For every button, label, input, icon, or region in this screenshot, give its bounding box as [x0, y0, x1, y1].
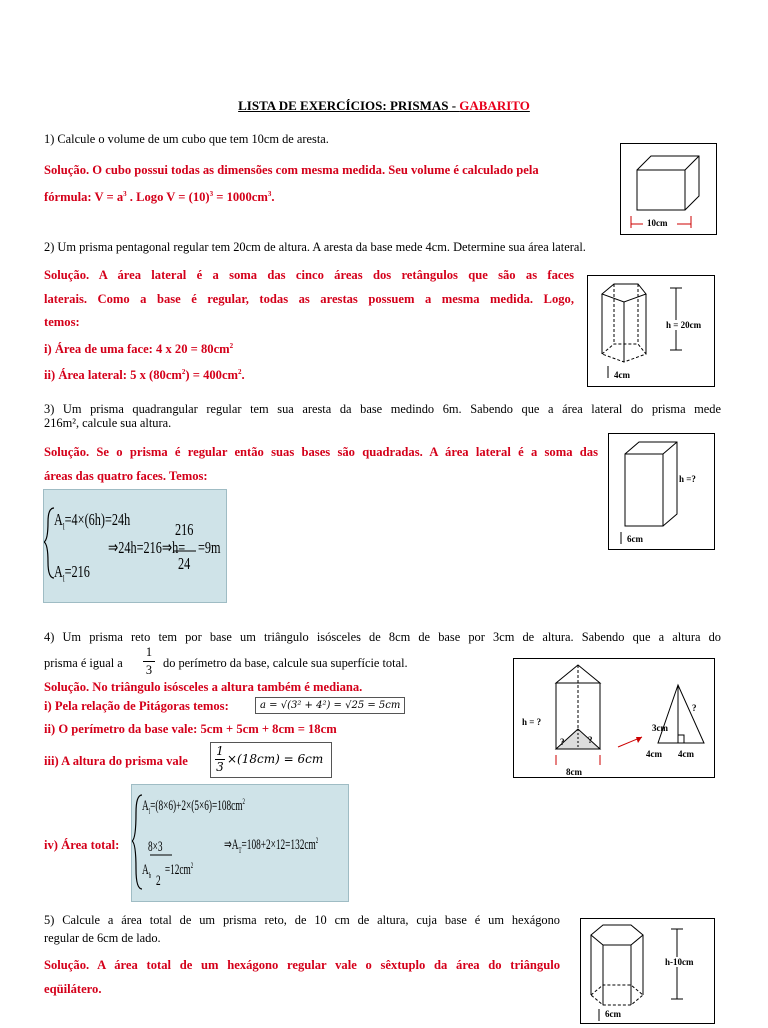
solution-2-step-1: i) Área de uma face: 4 x $20 = 80cm^2$	[44, 341, 234, 356]
formula-4-line-2: $A_b =12cm^2$	[142, 861, 194, 880]
formula-4-numerator: 8×3	[148, 839, 163, 855]
square-prism-figure	[608, 433, 715, 550]
solution-4-step-1: i) Pela relação de Pitágoras temos:	[44, 699, 229, 713]
solution-4-line-1: Solução. No triângulo isósceles a altura também é mediana.	[44, 680, 363, 694]
title-main: LISTA DE EXERCÍCIOS: PRISMAS -	[238, 98, 460, 113]
hexagonal-height-label: h-10cm	[665, 957, 694, 967]
formula-3-denominator: 24	[178, 554, 191, 573]
square-prism-base-label: 6cm	[627, 534, 643, 544]
prism-height-formula: 1 3 ×(18cm) = 6cm	[210, 742, 332, 778]
formula-4-result: $\Rightarrow A_T=108+2\times 12=132cm^2$	[224, 836, 319, 855]
square-prism-drawing	[609, 434, 714, 549]
question-3-line-2: 216m², calcule sua altura.	[44, 416, 172, 430]
cube-edge-label: 10cm	[647, 218, 668, 228]
formula-3-line-1: $A_l=4\times(6h)=24h$	[54, 510, 131, 532]
solution-1-line-2: fórmula: $V = a^3$ . Logo $V = (10)^3 = 1000cm^3$.	[44, 189, 275, 204]
formula-4-denominator: 2	[156, 873, 161, 889]
question-5-line-2: regular de 6cm de lado.	[44, 931, 161, 945]
solution-3-line-1: Solução. Se o prisma é regular então suas bases são quadradas. A área lateral é a soma das	[44, 445, 598, 459]
formula-box-4	[131, 784, 349, 902]
solution-2-step-2: ii) Área lateral: 5 x $(80cm^2) = 400cm^2$.	[44, 368, 245, 383]
question-4-line-2a: prisma é igual a	[44, 656, 123, 670]
solution-3	[44, 441, 598, 488]
triangle-unknown-3: ?	[692, 703, 697, 713]
formula-3-line-2: $A_l=216$	[54, 562, 90, 584]
cube-figure	[620, 143, 717, 235]
question-4-line-1: 4) Um prisma reto tem por base um triângulo isósceles de 8cm de base por 3cm de altura. Sabendo que a altura do	[44, 630, 721, 644]
question-2: 2) Um prisma pentagonal regular tem 20cm de altura. A aresta da base mede 4cm. Determine sua área lateral.	[44, 240, 586, 254]
solution-2-line-3: temos:	[44, 315, 80, 329]
cube-drawing	[621, 144, 716, 234]
solution-5-line-1: Solução. A área total de um hexágono regular vale o sêxtuplo da área do triângulo	[44, 958, 560, 972]
question-4-fraction: 1 3	[143, 644, 155, 679]
formula-box-3	[43, 489, 227, 603]
pentagonal-prism-drawing	[588, 276, 714, 386]
solution-1	[44, 159, 619, 209]
triangular-prism-drawing	[514, 659, 714, 777]
triangular-prism-height-label: h = ?	[522, 717, 542, 727]
hexagonal-prism-figure	[580, 918, 715, 1024]
hexagonal-prism-drawing	[581, 919, 714, 1023]
solution-2	[44, 264, 574, 388]
triangle-unknown-2: ?	[588, 735, 593, 745]
solution-4-step-3: iii) A altura do prisma vale	[44, 754, 188, 768]
question-4-line-2b: do perímetro da base, calcule sua superfície total.	[163, 656, 408, 670]
pentagonal-height-label: h = 20cm	[666, 320, 702, 330]
triangle-height-label: 3cm	[652, 723, 668, 733]
formula-4-line-1: $A_l=(8\times 6)+2\times(5\times 6)=108cm^2$	[142, 797, 246, 816]
pythagoras-formula: a = √(3² + 4²) = √25 = 5cm	[255, 697, 405, 714]
formula-3-result: =9m	[198, 538, 221, 557]
triangle-half-base-left: 4cm	[646, 749, 662, 759]
solution-5-line-2: eqüilátero.	[44, 981, 102, 996]
title-highlight: GABARITO	[459, 98, 530, 113]
solution-3-line-2: áreas das quatro faces. Temos:	[44, 468, 208, 483]
solution-4-step-4: iv) Área total:	[44, 838, 120, 852]
page-title	[0, 98, 768, 114]
solution-1-line-1: Solução. O cubo possui todas as dimensões com mesma medida. Seu volume é calculado pela	[44, 163, 539, 177]
hexagonal-base-label: 6cm	[605, 1009, 621, 1019]
question-1: 1) Calcule o volume de um cubo que tem 10cm de aresta.	[44, 132, 329, 146]
solution-2-line-1: Solução. A área lateral é a soma das cinco áreas dos retângulos que são as faces	[44, 268, 574, 282]
triangle-unknown-1: ?	[560, 737, 565, 747]
pentagonal-prism-figure	[587, 275, 715, 387]
pentagonal-base-label: 4cm	[614, 370, 630, 380]
formula-3-numerator: 216	[175, 520, 194, 539]
triangular-prism-figure	[513, 658, 715, 778]
solution-2-line-2: laterais. Como a base é regular, todas as arestas possuem a mesma medida. Logo,	[44, 291, 574, 306]
square-prism-height-label: h =?	[679, 474, 696, 484]
formula-3-middle: ⇒24h=216⇒h=	[108, 538, 186, 557]
triangular-prism-base-label: 8cm	[566, 767, 582, 777]
triangle-half-base-right: 4cm	[678, 749, 694, 759]
question-3-line-1: 3) Um prisma quadrangular regular tem sua aresta da base medindo 6m. Sabendo que a área lateral do prisma mede	[44, 402, 721, 416]
solution-5	[44, 954, 560, 1001]
question-5-line-1: 5) Calcule a área total de um prisma reto, de 10 cm de altura, cuja base é um hexágono	[44, 913, 560, 927]
solution-4-step-2: ii) O perímetro da base vale: 5cm + 5cm + 8cm = 18cm	[44, 722, 337, 736]
